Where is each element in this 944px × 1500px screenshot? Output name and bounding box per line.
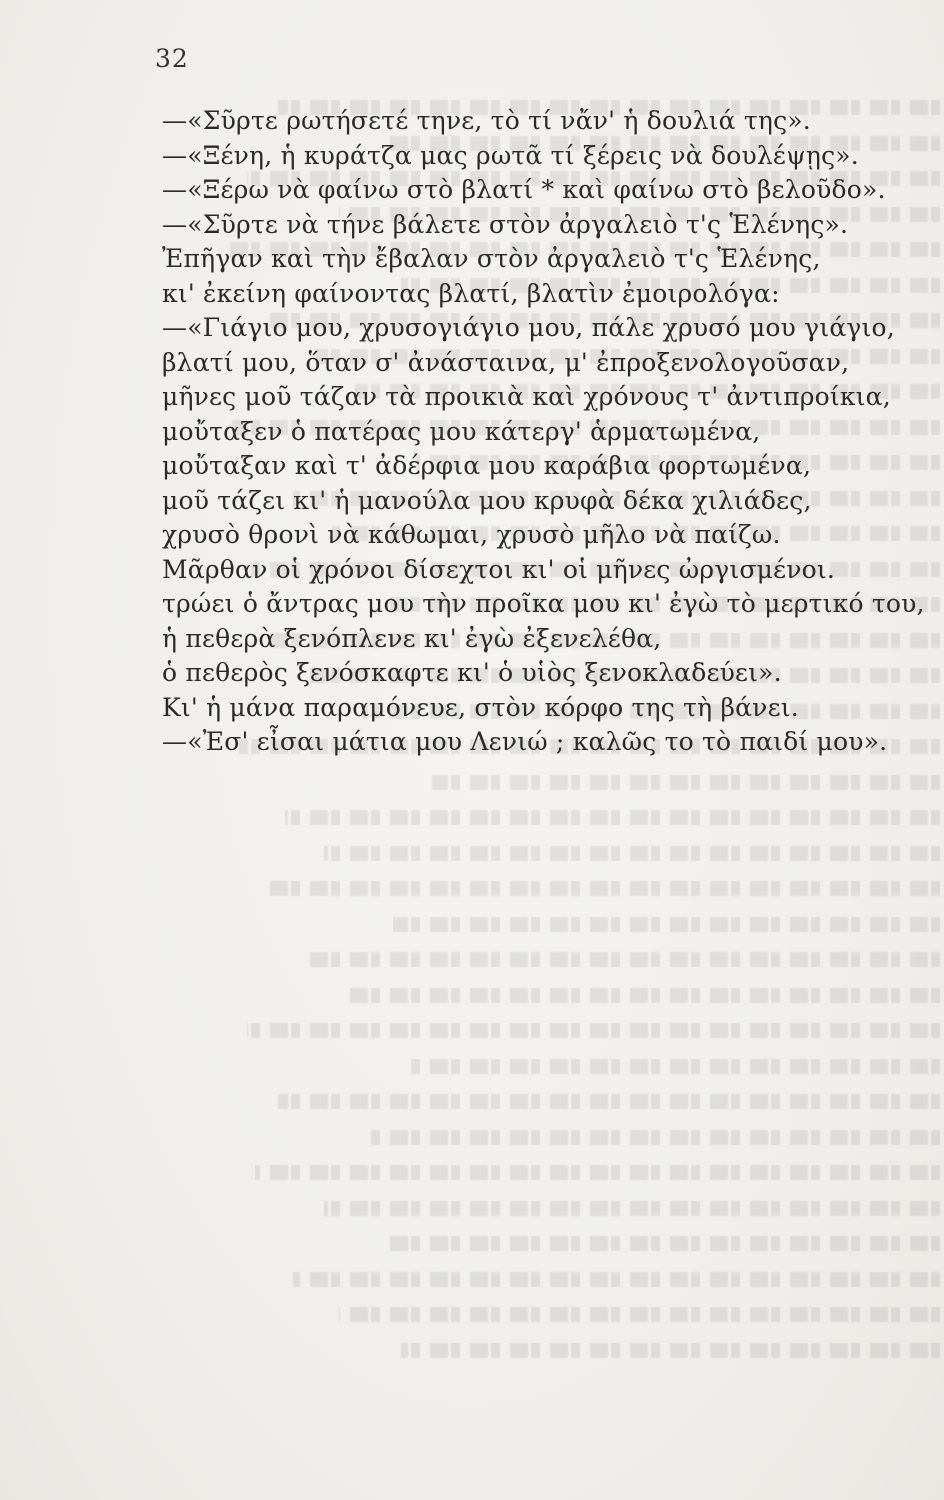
poem-line: ἡ πεθερὰ ξενόπλενε κι' ἐγὼ ἐξενελέθα, xyxy=(162,623,662,653)
poem-line: χρυσὸ θρονὶ νὰ κάθωμαι, χρυσὸ μῆλο νὰ παίζω. xyxy=(162,520,781,549)
poem-line: —«Ξέρω νὰ φαίνω στὸ βλατί * καὶ φαίνω στὸ βελοῦδο». xyxy=(162,175,886,204)
poem-line: μοὔταξεν ὁ πατέρας μου κάτεργ' ἁρματωμένα, xyxy=(162,416,761,446)
poem-line: —«Ξένη, ἡ κυράτζα μας ρωτᾶ τί ξέρεις νὰ δουλέψῃς». xyxy=(162,140,859,170)
poem-line: —«Σῦρτε ρωτήσετέ τηνε, τὸ τί νἄν' ἡ δουλιά της». xyxy=(162,106,811,135)
poem-line: ὁ πεθερὸς ξενόσκαφτε κι' ὁ υἱὸς ξενοκλαδεύει». xyxy=(162,658,782,687)
poem-line: —«Γιάγιο μου, χρυσογιάγιο μου, πάλε χρυσό μου γιάγιο, xyxy=(162,313,895,342)
poem-line: —«Σῦρτε νὰ τήνε βάλετε στὸν ἀργαλειὸ τ'ς Ἑλένης». xyxy=(162,209,849,239)
poem-line: κι' ἐκείνη φαίνοντας βλατί, βλατὶν ἐμοιρολόγα: xyxy=(162,278,780,308)
poem-line: μοῦ τάζει κι' ἡ μανούλα μου κρυφὰ δέκα χιλιάδες, xyxy=(162,485,812,515)
poem-line: μοὔταξαν καὶ τ' ἀδέρφια μου καράβια φορτωμένα, xyxy=(162,451,812,480)
poem-line: Κι' ἡ μάνα παραμόνευε, στὸν κόρφο της τὴ βάνει. xyxy=(162,692,799,722)
poem-text xyxy=(162,104,925,760)
poem-line: μῆνες μοῦ τάζαν τὰ προικιὰ καὶ χρόνους τ' ἀντιπροίκια, xyxy=(162,382,891,411)
poem-line: τρώει ὁ ἄντρας μου τὴν προῖκα μου κι' ἐγὼ τὸ μερτικό του, xyxy=(162,589,925,618)
poem-line: Μᾶρθαν οἱ χρόνοι δίσεχτοι κι' οἱ μῆνες ὠργισμένοι. xyxy=(162,554,836,584)
poem-line: Ἐπῆγαν καὶ τὴν ἔβαλαν στὸν ἀργαλειὸ τ'ς Ἑλένης, xyxy=(162,244,821,273)
poem-line: —«Ἐσ' εἶσαι μάτια μου Λενιώ ; καλῶς το τὸ παιδί μου». xyxy=(162,727,888,756)
page-number: 32 xyxy=(155,44,189,73)
poem-line: βλατί μου, ὅταν σ' ἀνάσταινα, μ' ἐπροξενολογοῦσαν, xyxy=(162,347,850,377)
